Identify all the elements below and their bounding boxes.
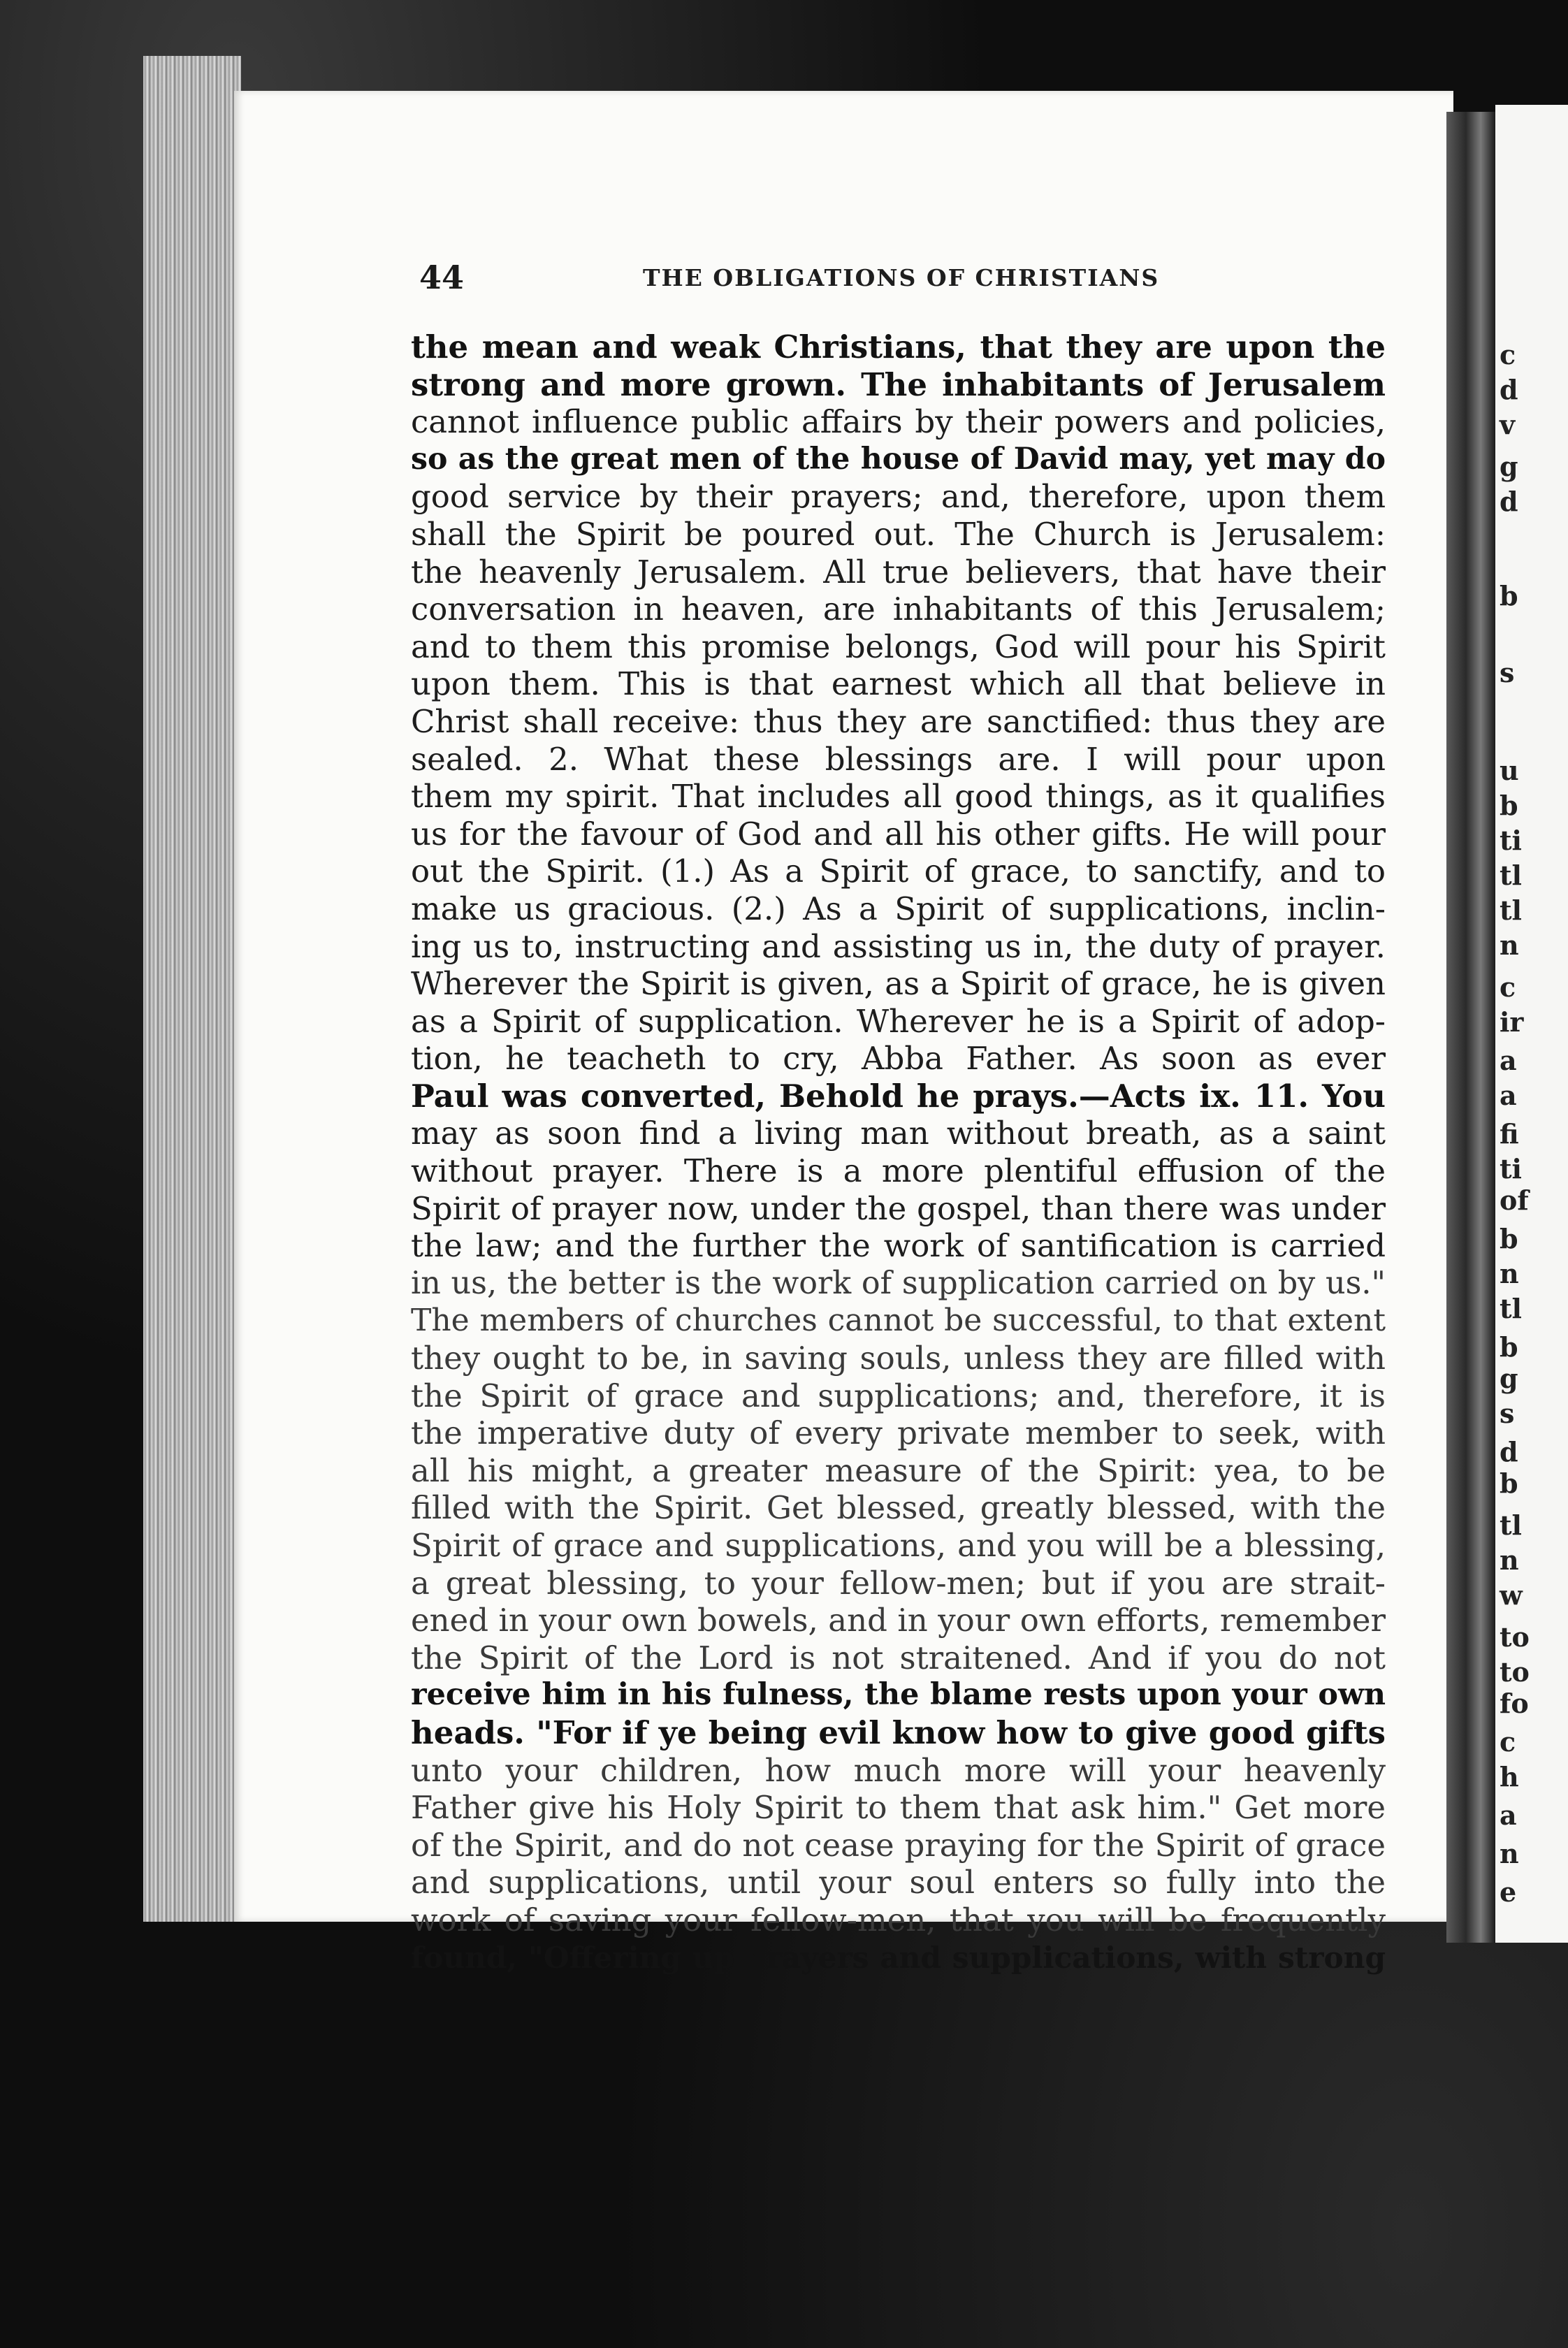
text-line: the mean and weak Christians, that they are upon the	[411, 328, 1386, 365]
facing-page-text: tl	[1500, 860, 1522, 891]
facing-page-text: e	[1500, 1876, 1517, 1908]
text-line: the Spirit of the Lord is not straitened. And if you do not	[411, 1639, 1386, 1676]
facing-page-text: c	[1500, 971, 1516, 1003]
text-line: good service by their prayers; and, therefore, upon them	[411, 478, 1386, 516]
facing-page-text: g	[1500, 1363, 1518, 1394]
facing-page-text: ti	[1500, 1153, 1522, 1184]
facing-page-text: b	[1500, 580, 1518, 611]
facing-page-text: c	[1500, 1726, 1516, 1758]
facing-page-text: of	[1500, 1184, 1529, 1216]
text-line: Wherever the Spirit is given, as a Spirit of grace, he is given	[411, 965, 1386, 1003]
facing-page-text: v	[1500, 409, 1516, 440]
text-line: cannot influence public affairs by their powers and policies,	[411, 403, 1386, 441]
facing-page-text: h	[1500, 1761, 1519, 1792]
text-line: Father give his Holy Spirit to them that ask him." Get more	[411, 1789, 1386, 1827]
facing-page-text: fo	[1500, 1688, 1529, 1719]
text-line: the heavenly Jerusalem. All true believers, that have their	[411, 553, 1386, 590]
text-line: make us gracious. (2.) As a Spirit of supplications, inclin-	[411, 890, 1386, 927]
book-page-edges	[143, 56, 241, 1922]
facing-page-text: s	[1500, 657, 1515, 688]
text-line: ened in your own bowels, and in your own efforts, remember	[411, 1602, 1386, 1639]
facing-page-text: n	[1500, 1258, 1519, 1289]
text-line: a great blessing, to your fellow-men; but if you are strait-	[411, 1564, 1386, 1602]
facing-page-text: a	[1500, 1799, 1517, 1831]
text-line: so as the great men of the house of David may, yet may do	[411, 441, 1386, 477]
facing-page-text: tl	[1500, 1509, 1522, 1541]
facing-page-text: b	[1500, 1468, 1518, 1499]
text-line: tion, he teacheth to cry, Abba Father. As soon as ever	[411, 1040, 1386, 1078]
text-line: filled with the Spirit. Get blessed, greatly blessed, with the	[411, 1489, 1386, 1527]
facing-page-text: to	[1500, 1656, 1530, 1688]
text-line: Christ shall receive: thus they are sanctified: thus they are	[411, 702, 1386, 740]
body-text	[411, 328, 1386, 1976]
text-line: The members of churches cannot be successful, to that extent	[411, 1303, 1386, 1339]
text-line: work of saving your fellow-men, that you will be frequently	[411, 1901, 1386, 1938]
text-line: ing us to, instructing and assisting us in, the duty of prayer.	[411, 927, 1386, 965]
text-line: upon them. This is that earnest which all that believe in	[411, 665, 1386, 703]
facing-page-text: ti	[1500, 825, 1522, 856]
facing-page-text: ir	[1500, 1006, 1524, 1038]
text-line: without prayer. There is a more plentiful effusion of the	[411, 1152, 1386, 1190]
page-header	[419, 259, 1398, 300]
facing-page-text: s	[1500, 1398, 1515, 1429]
facing-page-text: fi	[1500, 1118, 1519, 1150]
text-line: may as soon find a living man without breath, as a saint	[411, 1115, 1386, 1152]
text-line: as a Spirit of supplication. Wherever he is a Spirit of adop-	[411, 1002, 1386, 1040]
facing-page-fragment	[1495, 105, 1568, 1943]
facing-page-text: b	[1500, 1223, 1518, 1254]
text-line: the imperative duty of every private member to seek, with	[411, 1414, 1386, 1452]
book-gutter	[1446, 112, 1495, 1943]
text-line: them my spirit. That includes all good things, as it qualifies	[411, 778, 1386, 816]
text-line: in us, the better is the work of supplication carried on by us."	[411, 1265, 1386, 1301]
facing-page-text: tl	[1500, 894, 1522, 926]
facing-page-text: g	[1500, 451, 1518, 482]
text-line: the Spirit of grace and supplications; and, therefore, it is	[411, 1377, 1386, 1414]
text-line: sealed. 2. What these blessings are. I will pour upon	[411, 740, 1386, 778]
facing-page-text: b	[1500, 1331, 1518, 1363]
text-line: shall the Spirit be poured out. The Church is Jerusalem:	[411, 515, 1386, 553]
text-line: heads. "For if ye being evil know how to give good gifts	[411, 1713, 1386, 1751]
page-number: 44	[419, 259, 465, 296]
text-line: Spirit of grace and supplications, and you will be a blessing,	[411, 1527, 1386, 1564]
text-line: out the Spirit. (1.) As a Spirit of grace, to sanctify, and to	[411, 853, 1386, 890]
facing-page-text: tl	[1500, 1293, 1522, 1324]
text-line: conversation in heaven, are inhabitants of this Jerusalem;	[411, 590, 1386, 628]
facing-page-text: d	[1500, 1436, 1518, 1468]
facing-page-text: to	[1500, 1621, 1530, 1653]
facing-page-text: a	[1500, 1045, 1517, 1076]
facing-page-text: u	[1500, 755, 1519, 786]
text-line: the law; and the further the work of santification is carried	[411, 1227, 1386, 1265]
text-line: and to them this promise belongs, God will pour his Spirit	[411, 628, 1386, 665]
facing-page-text: d	[1500, 486, 1518, 517]
text-line: Paul was converted, Behold he prays.—Acts ix. 11. You	[411, 1077, 1386, 1115]
running-head: THE OBLIGATIONS OF CHRISTIANS	[643, 264, 1160, 291]
facing-page-text: n	[1500, 1838, 1519, 1869]
text-line: us for the favour of God and all his other gifts. He will pour	[411, 815, 1386, 853]
text-line: receive him in his fulness, the blame rests upon your own	[411, 1677, 1386, 1713]
text-line: unto your children, how much more will your heavenly	[411, 1751, 1386, 1789]
text-line: all his might, a greater measure of the Spirit: yea, to be	[411, 1451, 1386, 1489]
text-line: they ought to be, in saving souls, unless they are filled with	[411, 1340, 1386, 1377]
facing-page-text: d	[1500, 374, 1518, 405]
facing-page-text: n	[1500, 929, 1519, 961]
text-line: and supplications, until your soul enters so fully into the	[411, 1864, 1386, 1901]
facing-page-text: n	[1500, 1544, 1519, 1576]
text-line: of the Spirit, and do not cease praying for the Spirit of grace	[411, 1826, 1386, 1864]
text-line: Spirit of prayer now, under the gospel, than there was under	[411, 1189, 1386, 1227]
text-line: strong and more grown. The inhabitants of Jerusalem	[411, 365, 1386, 403]
facing-page-text: w	[1500, 1579, 1523, 1611]
facing-page-text: a	[1500, 1080, 1517, 1111]
text-line: found, "Offering up prayers and supplications, with strong	[411, 1939, 1386, 1975]
facing-page-text: c	[1500, 339, 1516, 370]
facing-page-text: b	[1500, 790, 1518, 821]
